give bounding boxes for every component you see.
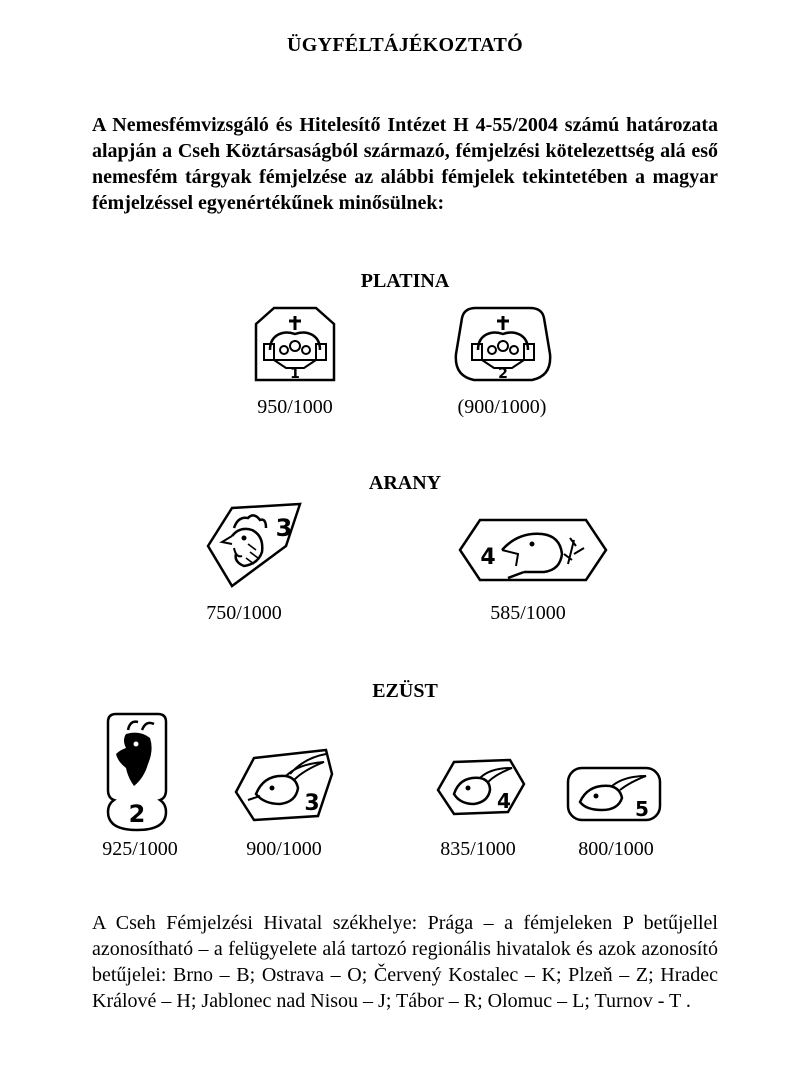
hare-hallmark-icon [234,744,334,824]
gold-hallmark-585 [458,514,608,584]
hallmark-number: 2 [128,800,146,828]
silver-hallmark-800 [566,764,662,824]
platinum-hallmark-2 [452,304,554,384]
hallmark-number: 1 [290,366,300,382]
section-heading-arany: ARANY [368,472,442,494]
fineness-arany-585: 585/1000 [490,602,566,624]
fineness-platina-950: 950/1000 [257,396,333,418]
fineness-ezust-800: 800/1000 [578,838,654,860]
section-heading-ezust: EZÜST [372,680,438,702]
fineness-ezust-925: 925/1000 [102,838,178,860]
hare-hallmark-icon [566,764,662,824]
hallmark-number: 3 [275,514,293,542]
fineness-arany-750: 750/1000 [206,602,282,624]
hallmark-number: 4 [497,789,511,813]
gold-hallmark-750 [204,502,304,588]
hare-hallmark-icon [436,756,526,816]
crown-hallmark-icon [252,304,338,384]
page-title: ÜGYFÉLTÁJÉKOZTATÓ [287,34,523,56]
silver-hallmark-900 [234,744,334,824]
silver-hallmark-925 [104,712,170,832]
fineness-ezust-900: 900/1000 [246,838,322,860]
hallmark-number: 3 [304,791,320,816]
crown-hallmark-icon [452,304,554,384]
fineness-platina-900: (900/1000) [457,396,547,418]
platinum-hallmark-1 [252,304,338,384]
footer-paragraph: A Cseh Fémjelzési Hivatal székhelye: Prága – a fémjeleken P betűjellel azonosítható – a felügyelete alá tartozó regionális hivatalok és azok azonosító betűjelei: Brno – B; Ostrava – O; Červený Kostalec – K; Plzeň – Z; Hradec Králové – H; Jablonec nad Nisou – J; Tábor – R; Olomuc – L; Turnov - T . [92,912,718,1012]
rooster-hallmark-icon [204,502,304,588]
fineness-ezust-835: 835/1000 [440,838,516,860]
silver-hallmark-835 [436,756,526,816]
hallmark-number: 5 [635,797,649,821]
intro-paragraph: A Nemesfémvizsgáló és Hitelesítő Intézet H 4-55/2004 számú határozata alapján a Cseh Köztársaságból származó, fémjelzési kötelezettség alá eső nemesfém tárgyak fémjelzése az alábbi fémjelek tekintetében a magyar fémjelzéssel egyenértékűnek minősülnek: [92,114,718,214]
hallmark-number: 2 [498,366,508,382]
goat-hallmark-icon [104,712,170,832]
hallmark-number: 4 [480,545,496,570]
section-heading-platina: PLATINA [360,270,450,292]
horse-hallmark-icon [458,514,608,584]
